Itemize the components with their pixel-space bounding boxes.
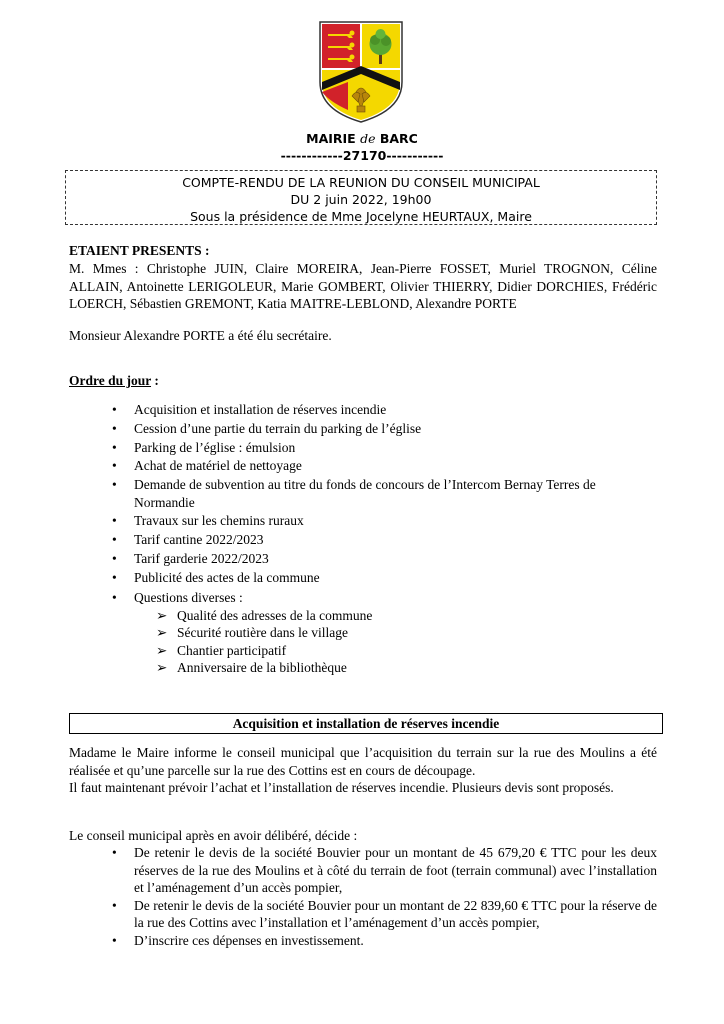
decision-item: • D’inscrire ces dépenses en investissement. bbox=[112, 932, 364, 948]
bullet-icon: • bbox=[112, 402, 117, 417]
bullet-icon: • bbox=[112, 513, 117, 529]
section-paragraph-1: Madame le Maire informe le conseil municipal que l’acquisition du terrain sur la rue des Moulins a été réalisée et qu’une parcelle sur la rue des Cottins est en cours de découpage. bbox=[69, 745, 657, 778]
decision-list bbox=[112, 844, 657, 949]
postal-code-line: ------------27170----------- bbox=[280, 148, 444, 163]
agenda-item: • Publicité des actes de la commune bbox=[112, 569, 320, 585]
secretary-note: Monsieur Alexandre PORTE a été élu secrétaire. bbox=[69, 328, 332, 343]
bullet-icon: • bbox=[112, 551, 117, 567]
agenda-item: • Tarif cantine 2022/2023 bbox=[112, 532, 264, 548]
coat-of-arms-icon bbox=[318, 20, 404, 124]
agenda-item: • Cession d’une partie du terrain du parking de l’église bbox=[112, 420, 422, 436]
questions-sublist bbox=[134, 607, 657, 677]
title-line-1: COMPTE-RENDU DE LA REUNION DU CONSEIL MUNICIPAL bbox=[182, 175, 540, 190]
mairie-heading bbox=[0, 131, 724, 146]
bullet-icon: • bbox=[112, 590, 117, 606]
bullet-icon: • bbox=[112, 420, 117, 436]
agenda-heading-label: Ordre du jour bbox=[69, 373, 152, 388]
agenda-item: • Travaux sur les chemins ruraux bbox=[112, 513, 304, 529]
mairie-prefix: MAIRIE bbox=[306, 131, 356, 146]
agenda-item: • Acquisition et installation de réserves incendie bbox=[112, 402, 387, 417]
agenda-item: • Parking de l’église : émulsion bbox=[112, 439, 296, 455]
meeting-title-box bbox=[65, 170, 657, 225]
agenda-heading-suffix: : bbox=[151, 373, 159, 388]
presents-heading: ETAIENT PRESENTS : bbox=[69, 243, 210, 258]
agenda-heading bbox=[69, 372, 657, 390]
bullet-icon: • bbox=[112, 897, 117, 913]
decision-item: • De retenir le devis de la société Bouvier pour un montant de 22 839,60 € TTC pour la réserve de la rue des Cottins avec l’installation et l’aménagement d’un accès pompier, bbox=[112, 897, 657, 930]
arrow-bullet-icon: ➢ bbox=[156, 660, 168, 676]
question-item: ➢ Anniversaire de la bibliothèque bbox=[156, 660, 347, 676]
arrow-bullet-icon: ➢ bbox=[156, 625, 168, 641]
bullet-icon: • bbox=[112, 477, 117, 493]
question-item: ➢ Chantier participatif bbox=[156, 642, 287, 658]
bullet-icon: • bbox=[112, 569, 117, 585]
section-title-box: Acquisition et installation de réserves incendie bbox=[69, 713, 663, 734]
bullet-icon: • bbox=[112, 532, 117, 548]
bullet-icon: • bbox=[112, 932, 117, 948]
mairie-de: de bbox=[360, 131, 376, 146]
question-item: ➢ Qualité des adresses de la commune bbox=[156, 607, 373, 623]
agenda-list bbox=[112, 401, 657, 678]
arrow-bullet-icon: ➢ bbox=[156, 642, 168, 658]
decision-intro: Le conseil municipal après en avoir délibéré, décide : bbox=[69, 828, 358, 843]
question-item: ➢ Sécurité routière dans le village bbox=[156, 625, 348, 641]
presents-list: M. Mmes : Christophe JUIN, Claire MOREIRA, Jean-Pierre FOSSET, Muriel TROGNON, Céline ALLAIN, Antoinette LERIGOLEUR, Marie GOMBERT, Olivier THIERRY, Didier DORCHIES, Frédéric LOERCH, Sébastien GREMONT, Katia MAITRE-LEBLOND, Alexandre PORTE bbox=[69, 261, 657, 311]
arrow-bullet-icon: ➢ bbox=[156, 607, 168, 623]
bullet-icon: • bbox=[112, 845, 117, 860]
agenda-item-questions: • Questions diverses : ➢ Qualité des adresses de la commune ➢ Sécurité routière dans le village ➢ Chantier participatif ➢ Anniversaire de la bibliothèque bbox=[112, 589, 657, 677]
title-line-2: DU 2 juin 2022, 19h00 bbox=[290, 192, 432, 207]
section-paragraph-2: Il faut maintenant prévoir l’achat et l’installation de réserves incendie. Plusieurs devis sont proposés. bbox=[69, 780, 614, 795]
agenda-item: • Tarif garderie 2022/2023 bbox=[112, 551, 269, 567]
title-line-3: Sous la présidence de Mme Jocelyne HEURTAUX, Maire bbox=[190, 209, 532, 224]
bullet-icon: • bbox=[112, 458, 117, 474]
agenda-item: • Achat de matériel de nettoyage bbox=[112, 458, 302, 474]
decision-item: • De retenir le devis de la société Bouvier pour un montant de 45 679,20 € TTC pour les deux réserves de la rue des Moulins et à côté du terrain de foot (terrain communal) avec l’installation et l’aménagement d’un accès pompier, bbox=[112, 845, 657, 895]
bullet-icon: • bbox=[112, 439, 117, 455]
mairie-name: BARC bbox=[379, 131, 418, 146]
agenda-item: • Demande de subvention au titre du fonds de concours de l’Intercom Bernay Terres de Normandie bbox=[112, 477, 596, 510]
